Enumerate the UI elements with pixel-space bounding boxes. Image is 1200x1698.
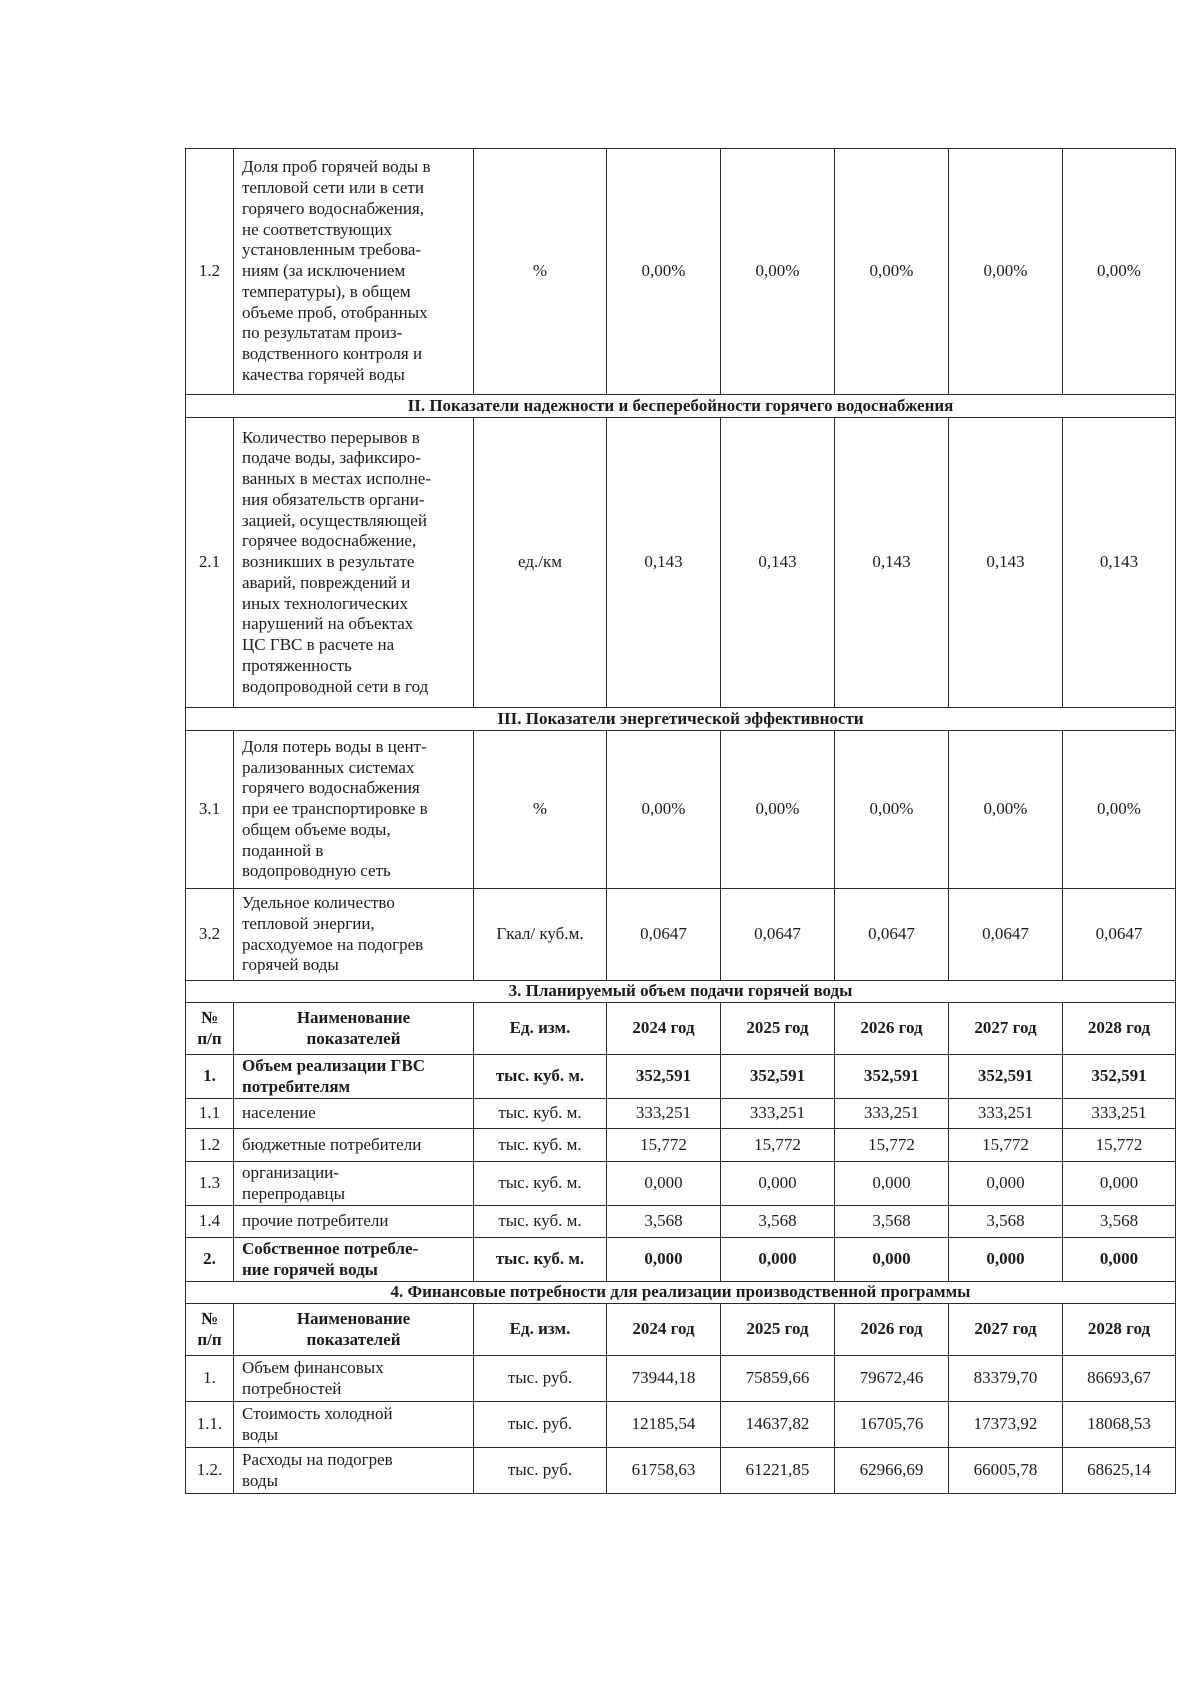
indicator-name: организации- перепродавцы	[234, 1162, 474, 1206]
value-cell: 0,000	[1063, 1162, 1176, 1206]
col-header-year: 2027 год	[949, 1003, 1063, 1055]
value-cell: 61758,63	[607, 1448, 721, 1494]
unit-cell: тыс. куб. м.	[474, 1238, 607, 1282]
value-cell: 352,591	[721, 1055, 835, 1099]
col-header-name: Наименование показателей	[234, 1003, 474, 1055]
row-number: 1.3	[186, 1162, 234, 1206]
indicator-name: Стоимость холодной воды	[234, 1402, 474, 1448]
table-row	[186, 731, 1176, 889]
value-cell: 0,00%	[949, 149, 1063, 395]
unit-cell: Гкал/ куб.м.	[474, 889, 607, 981]
value-cell: 3,568	[607, 1206, 721, 1238]
value-cell: 0,143	[607, 418, 721, 708]
indicator-name: Доля проб горячей воды в тепловой сети или в сети горячего водоснабжения, не соответствующих установленным требова- ниям (за исключением температуры), в общем объеме проб, отобранных по результатам произ- водственного контроля и качества горячей воды	[234, 149, 474, 395]
value-cell: 0,000	[949, 1238, 1063, 1282]
col-header-unit: Ед. изм.	[474, 1304, 607, 1356]
row-number: 3.2	[186, 889, 234, 981]
value-cell: 0,0647	[721, 889, 835, 981]
unit-cell: тыс. куб. м.	[474, 1129, 607, 1162]
value-cell: 0,143	[949, 418, 1063, 708]
unit-cell: тыс. куб. м.	[474, 1055, 607, 1099]
value-cell: 333,251	[721, 1099, 835, 1129]
indicator-name: бюджетные потребители	[234, 1129, 474, 1162]
table-row	[186, 1448, 1176, 1494]
table-row	[186, 1402, 1176, 1448]
unit-cell: тыс. руб.	[474, 1448, 607, 1494]
indicator-name: население	[234, 1099, 474, 1129]
section-title: II. Показатели надежности и бесперебойности горячего водоснабжения	[186, 395, 1176, 418]
value-cell: 0,00%	[1063, 149, 1176, 395]
value-cell: 66005,78	[949, 1448, 1063, 1494]
program-indicators-table	[185, 148, 1176, 1494]
value-cell: 352,591	[607, 1055, 721, 1099]
table-row	[186, 1129, 1176, 1162]
value-cell: 15,772	[949, 1129, 1063, 1162]
value-cell: 0,00%	[835, 149, 949, 395]
table-row	[186, 1099, 1176, 1129]
value-cell: 0,000	[607, 1162, 721, 1206]
col-header-num: № п/п	[186, 1003, 234, 1055]
value-cell: 16705,76	[835, 1402, 949, 1448]
col-header-year: 2024 год	[607, 1003, 721, 1055]
table-row	[186, 1238, 1176, 1282]
value-cell: 333,251	[949, 1099, 1063, 1129]
value-cell: 83379,70	[949, 1356, 1063, 1402]
row-number: 1.	[186, 1356, 234, 1402]
value-cell: 0,000	[835, 1238, 949, 1282]
value-cell: 333,251	[1063, 1099, 1176, 1129]
row-number: 3.1	[186, 731, 234, 889]
col-header-year: 2027 год	[949, 1304, 1063, 1356]
unit-cell: тыс. руб.	[474, 1356, 607, 1402]
row-number: 1.1	[186, 1099, 234, 1129]
table-row	[186, 149, 1176, 395]
indicator-name: прочие потребители	[234, 1206, 474, 1238]
section-title: 4. Финансовые потребности для реализации производственной программы	[186, 1282, 1176, 1304]
col-header-year: 2028 год	[1063, 1003, 1176, 1055]
value-cell: 3,568	[1063, 1206, 1176, 1238]
value-cell: 79672,46	[835, 1356, 949, 1402]
value-cell: 3,568	[721, 1206, 835, 1238]
value-cell: 17373,92	[949, 1402, 1063, 1448]
row-number: 1.2	[186, 1129, 234, 1162]
unit-cell: тыс. руб.	[474, 1402, 607, 1448]
col-header-num: № п/п	[186, 1304, 234, 1356]
table-row	[186, 889, 1176, 981]
value-cell: 14637,82	[721, 1402, 835, 1448]
table-row	[186, 1055, 1176, 1099]
unit-cell: тыс. куб. м.	[474, 1206, 607, 1238]
value-cell: 0,000	[607, 1238, 721, 1282]
value-cell: 12185,54	[607, 1402, 721, 1448]
value-cell: 0,00%	[607, 149, 721, 395]
value-cell: 352,591	[949, 1055, 1063, 1099]
value-cell: 61221,85	[721, 1448, 835, 1494]
row-number: 1.	[186, 1055, 234, 1099]
col-header-year: 2025 год	[721, 1304, 835, 1356]
value-cell: 0,0647	[1063, 889, 1176, 981]
col-header-year: 2026 год	[835, 1304, 949, 1356]
section-header-row	[186, 981, 1176, 1003]
value-cell: 75859,66	[721, 1356, 835, 1402]
value-cell: 0,00%	[949, 731, 1063, 889]
value-cell: 73944,18	[607, 1356, 721, 1402]
value-cell: 15,772	[1063, 1129, 1176, 1162]
indicator-name: Объем финансовых потребностей	[234, 1356, 474, 1402]
row-number: 1.4	[186, 1206, 234, 1238]
table-row	[186, 418, 1176, 708]
value-cell: 0,00%	[607, 731, 721, 889]
value-cell: 68625,14	[1063, 1448, 1176, 1494]
unit-cell: тыс. куб. м.	[474, 1162, 607, 1206]
section-title: 3. Планируемый объем подачи горячей воды	[186, 981, 1176, 1003]
value-cell: 0,0647	[835, 889, 949, 981]
value-cell: 15,772	[607, 1129, 721, 1162]
value-cell: 352,591	[835, 1055, 949, 1099]
section-header-row	[186, 708, 1176, 731]
col-header-unit: Ед. изм.	[474, 1003, 607, 1055]
unit-cell: %	[474, 731, 607, 889]
row-number: 1.2	[186, 149, 234, 395]
value-cell: 18068,53	[1063, 1402, 1176, 1448]
col-header-year: 2026 год	[835, 1003, 949, 1055]
indicator-name: Расходы на подогрев воды	[234, 1448, 474, 1494]
value-cell: 352,591	[1063, 1055, 1176, 1099]
col-header-year: 2024 год	[607, 1304, 721, 1356]
value-cell: 0,00%	[1063, 731, 1176, 889]
value-cell: 3,568	[949, 1206, 1063, 1238]
value-cell: 0,0647	[949, 889, 1063, 981]
col-header-name: Наименование показателей	[234, 1304, 474, 1356]
value-cell: 0,00%	[721, 731, 835, 889]
indicator-name: Доля потерь воды в цент- рализованных системах горячего водоснабжения при ее транспортировке в общем объеме воды, поданной в водопроводную сеть	[234, 731, 474, 889]
row-number: 2.1	[186, 418, 234, 708]
value-cell: 0,00%	[721, 149, 835, 395]
table-row	[186, 1356, 1176, 1402]
column-header-row	[186, 1003, 1176, 1055]
unit-cell: тыс. куб. м.	[474, 1099, 607, 1129]
column-header-row	[186, 1304, 1176, 1356]
unit-cell: %	[474, 149, 607, 395]
indicator-name: Собственное потребле- ние горячей воды	[234, 1238, 474, 1282]
section-title: III. Показатели энергетической эффективности	[186, 708, 1176, 731]
value-cell: 0,000	[835, 1162, 949, 1206]
value-cell: 0,000	[721, 1238, 835, 1282]
value-cell: 0,143	[721, 418, 835, 708]
col-header-year: 2025 год	[721, 1003, 835, 1055]
value-cell: 62966,69	[835, 1448, 949, 1494]
row-number: 2.	[186, 1238, 234, 1282]
row-number: 1.2.	[186, 1448, 234, 1494]
value-cell: 15,772	[721, 1129, 835, 1162]
value-cell: 333,251	[607, 1099, 721, 1129]
value-cell: 333,251	[835, 1099, 949, 1129]
row-number: 1.1.	[186, 1402, 234, 1448]
indicator-name: Количество перерывов в подаче воды, зафиксиро- ванных в местах исполне- ния обязательств органи- зацией, осуществляющей горячее водоснабжение, возникших в результате аварий, повреждений и иных технологических нарушений на объектах ЦС ГВС в расчете на протяженность водопроводной сети в год	[234, 418, 474, 708]
value-cell: 0,000	[949, 1162, 1063, 1206]
col-header-year: 2028 год	[1063, 1304, 1176, 1356]
value-cell: 0,0647	[607, 889, 721, 981]
value-cell: 0,143	[835, 418, 949, 708]
value-cell: 15,772	[835, 1129, 949, 1162]
section-header-row	[186, 1282, 1176, 1304]
value-cell: 86693,67	[1063, 1356, 1176, 1402]
indicator-name: Объем реализации ГВС потребителям	[234, 1055, 474, 1099]
value-cell: 0,143	[1063, 418, 1176, 708]
table-row	[186, 1206, 1176, 1238]
unit-cell: ед./км	[474, 418, 607, 708]
value-cell: 3,568	[835, 1206, 949, 1238]
section-header-row	[186, 395, 1176, 418]
value-cell: 0,000	[1063, 1238, 1176, 1282]
value-cell: 0,00%	[835, 731, 949, 889]
indicator-name: Удельное количество тепловой энергии, расходуемое на подогрев горячей воды	[234, 889, 474, 981]
value-cell: 0,000	[721, 1162, 835, 1206]
table-row	[186, 1162, 1176, 1206]
